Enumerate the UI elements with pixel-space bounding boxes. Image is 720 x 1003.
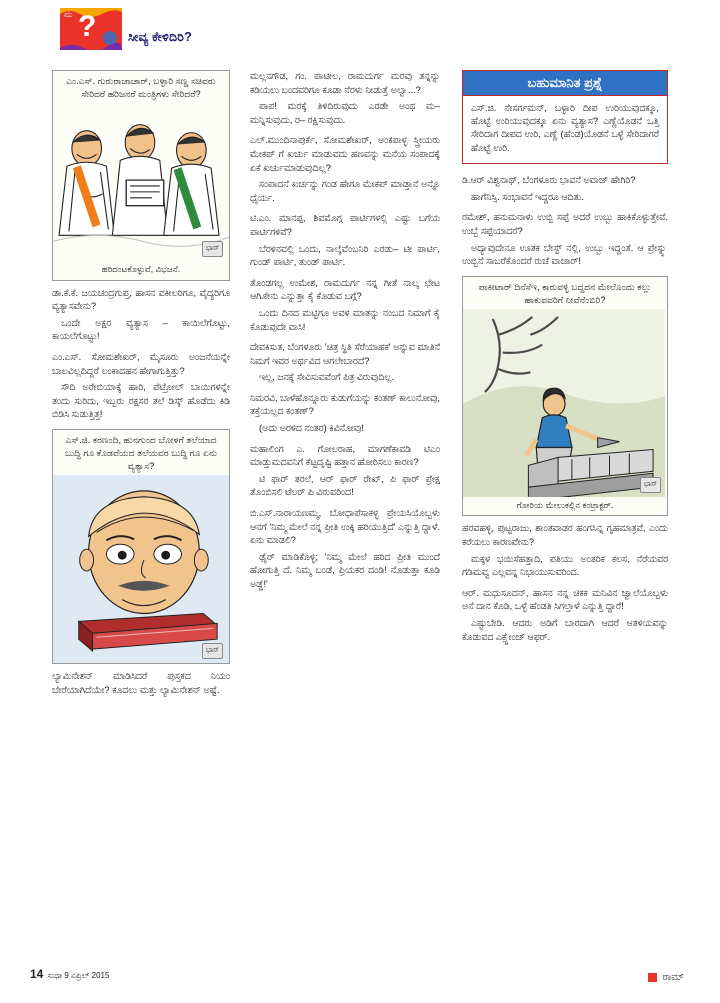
column-two xyxy=(250,70,440,599)
qa-answer: ಬೆರಳಿನವಲ್ಲಿ ಒಂದು, ನಾಲ್ಕೆವೆಂಬನಿರಿ ಎರಡು– ಟೀ ಪಾರ್ಟಿ, ಗುಂಡ್ ಪಾರ್ಟಿ, ತುಂಡ್ ಪಾರ್ಟಿ. xyxy=(250,243,440,268)
artist-signature: ಭಾಸ್ xyxy=(202,643,223,659)
cartoon-3-question: ಪಾಕೀಟಾರ್ ದಿನೆಸೆಇ, ಕಾರುವಳ್ಳಿ ಬದ್ದದನ ಮೇಲೊಂದು ಕಲ್ಲು ಹಾಕುವವರಿಗೆ ನೀವೆನೆಂಬಿರಿ? xyxy=(478,281,652,305)
artist-signature: ಭಾಸ್ xyxy=(640,477,661,493)
page-number: 14 xyxy=(30,967,44,981)
highlight-title: ಬಹುಮಾನಿತ ಪ್ರಶ್ನೆ xyxy=(463,71,667,96)
qa-answer: ಎಷ್ಟುಬೇಡಿ. ಆದರು ಅಡಿಗೆ ಬಾರದಾಗಿ ಆದರೆ ಆತಳಿಯವನ್ನು ಕೊಡುವದ ಎಕ್ಸ್ಚೇಂಜ್ ಆಫರ್. xyxy=(462,617,668,642)
qa-question: ಎಲ್.ಮುಂದಿನಾಪುರ್ಕೆ, ಸೋಮಶೇಖರ್, ಅಂಕಪಾಳ್ಳ ಸ್ತ್ರೀಯರು ಮೇಕಪ್ ಗೆ ಖರ್ಚು ಮಾಡುವದು ಹಣವನ್ನು ಮನೆಯ ಸಂಪಾದಕ್ಕೆ ಏಕೆ ಖರ್ಚುಮಾಡುವುದಿಲ್ಲ? xyxy=(250,135,440,173)
qa-answer: ಸೌದಿ ಅರೇಬಿಯಾಕ್ಕೆ ಹಾರಿ, ಪೆಟ್ರೋಲ್ ಬಾಯಿಗಳನ್ನೇ ತಂದು ಸುರಿದು, ಇಬ್ಬರು ರಕ್ಷಸರ ತಲೆ ಡಿಸ್ಕ್ ಹೊಡೆದು ಕಿಡಿ ಬಿಡಿಸಿ ಸುಡುತ್ತಿತ್ತ! xyxy=(52,382,230,420)
qa-answer: (ಅದು ಅರಳಿದ ನಂತರ) ಕಿವಿನೋವು! xyxy=(259,423,364,434)
qa-answer: ಸಂಪಾದನೆ ಖರ್ಚನ್ನು ಗಂಡ ಹೇಗೂ ಮೇಕಪ್ ಮಾಡ್ತಾನೆ ಅನ್ನೊ ಧೈರ್ಯ. xyxy=(250,179,440,203)
qa-answer: ಹಾಗೆನಿಸ್ಸಿ. ಸಂಭಾವನೆ ಇದ್ದರೂ ಆದಿತು. xyxy=(471,191,585,202)
cartoon-1-caption: ಹರಿದಂಟಕೊಳ್ಳುವೆ, ವಿಭಜನೆ. xyxy=(101,264,181,274)
footer xyxy=(30,967,109,981)
qa-question: ಎಂ.ಎಸ್. ಸೋಮಶೇಖರ್, ಮೈಸೂರು ಅಂಜನೆಯನ್ನೇ ಬಾಲವಿಲ್ಲದಿದ್ದರೆ ಲಂಕಾದಹನ ಹೇಗಾಗುತ್ತಿತ್ತು? xyxy=(52,351,230,376)
footer-credit-label: ರಾಮ್ xyxy=(662,972,684,983)
page-title: ಸೀವ್ಯ ಕೇಳಿದಿರಿ? xyxy=(128,30,192,44)
qa-answer: ಒಂದೇ ಅಕ್ಷರ ವ್ಯತ್ಯಾಸ – ಕಾಯಿಲೆಗೊಟ್ಟು, ಕಾಯಲೆಗೊಟ್ಟು! xyxy=(52,317,230,342)
footer-credit xyxy=(648,972,684,983)
cartoon-2-question: ಎಸ್.ಜಿ. ಕರಣಂದಿ, ಹುನಗುಂದ ಬೋಳಗೆ ತಲೆಯಾದ ಬುದ್ಧಿ ಗೂ ಕೊಡವೆಯದ ತಲೆಯವರ ಬುದ್ಧಿ ಗೂ ಏನು ವ್ಯತ್ಯಾಸ? xyxy=(64,434,218,471)
grave-mason-illustration xyxy=(463,309,665,497)
bald-man-book-illustration xyxy=(53,475,229,663)
cartoon-1-question: ಎಂ.ಎಸ್. ಗುರುರಾಜಾಚಾರ್, ಬಳ್ಳಾರಿ ಸಣ್ಣ ಸಚಿವರು ಸೇರಿದರೆ ಹರಿಜನರೆ ಮಂತ್ರಿಗಳು ಸೇರಿದರೆ? xyxy=(66,76,216,99)
qa-answer: ಇಲ್ಲ, ಜನಕ್ಕೆ ಸೇವಿಸುವವೆಂಗೆ ಪಿತ್ರ ವಿರುವುದಿಲ್ಲ. xyxy=(259,372,395,383)
qa-answer: ಒಂದು ದಿನದ ಮಟ್ಟಿಗೂ ಅವಳ ಮಾತನ್ನು ನಂಬದ ನಿಮಾಗೆ ಕೈ ಕೊಡುವುದೇ ವಾಸಿ! xyxy=(250,307,440,332)
cartoon-2-art xyxy=(53,475,229,663)
politicians-illustration xyxy=(53,103,229,261)
logo-question-glyph: ? xyxy=(78,10,97,43)
qa-question: ತೊಂಡಗಲ್ಲ ಉಮೇಶ, ರಾಮದುರ್ಗ ನನ್ನ ಗೀತೆ ನಾಲ್ಕ ಛೇಟ ಆಗಿೂೇನು ಎನ್ನುತ್ತಾ ಕೈ ಕೊಡುವ ಬಗ್ಗೆ? xyxy=(250,277,440,302)
qa-question: ಆರ್. ಮಧುಸೂದನ್, ಹಾಸನ ನನ್ನ ಚಿಕಕ ಮನಿವಿನ ಜ್ವಾಲೆಯೊಬ್ಬಳು ಅನೆ ದಾನ ಕೊಡಿ, ಒಳ್ಳೆ ಹೆಂಡತಿ ಸಿಗಲ್ತಾಳೆ ಎನ್ನುತ್ತಿ ದ್ದಾರೆ! xyxy=(462,587,668,612)
red-square-icon xyxy=(648,973,657,982)
cartoon-panel-2 xyxy=(52,429,230,664)
cartoon-2-caption: ಲ್ಯಾಮಿನೇಶನ್ ಮಾಡಿಸಿದರೆ ಪುಸ್ತಕದ ನಿಯಂ ಬೇರೆಯಾಗಿದೆಯೇ? ಕೂದಲು ಮತ್ತು ಲ್ಯಾಮಿನೇಶನ್ ಅಷ್ಟೆ. xyxy=(52,670,230,695)
column-three xyxy=(462,70,668,651)
cartoon-3-caption: ಗೋರಿಯ ಮೇಲುಕಲ್ಲಿನ ಕಂಟ್ರಾಕ್ಟರ್. xyxy=(516,499,614,510)
logo-small-glyph: ಮ xyxy=(64,9,73,19)
cartoon-1-art xyxy=(53,103,229,261)
qa-question: ದೇವಕಿಸುತ, ಬೆಂಗಳೂರು 'ಚಿತ್ರ ಸ್ಥಿತಿ ಸೆರೆಯಾಹಕ' ಅನ್ನುವ ಮಾತಿನೆ ನಿಮಗೆ ಇವರ ಅರ್ಥವಿದ ಆಗಲೇಬಾರದೆ? xyxy=(250,342,440,366)
issue-date: ಸುಧಾ 9 ಎಪ್ರಿಲ್ 2015 xyxy=(47,971,110,980)
qa-question: ರಮೇಶ್, ಹನುಮನಾಳು ಉಬ್ಬಿ ಸಪ್ಪೆ ಅದರೆ ಉಬ್ಬು ಹಾಕಿಕೊಳ್ಳುತ್ತೇವೆ. ಉಬ್ಬೆ ಸಪ್ಪೆಯಾದರೆ? xyxy=(462,212,668,236)
masthead xyxy=(60,8,320,56)
qa-question: ಹರವಹಳ್ಳಿ, ಪುಟ್ಟರಾಜು, ಶಾಂತವಾಡರ ಹಂಗಸಿನ್ನ ಗೃಹಮಾತ್ರವೆ, ಎಂದು ಕರೆಯಲು ಕಾರಣವೇನು? xyxy=(462,523,668,547)
qa-question: ಡಾ.ಕೆ.ಕೆ. ಜಯಚಂದ್ರಗುಪ್ತ, ಹಾಸನ ವಕೀಲರಿಗೂ, ವೈದ್ಯರಿಗೂ ವ್ಯತ್ಯಾಸವೇನು? xyxy=(52,287,230,312)
qa-question: ಮಹಾಲಿಂಗ ಎ. ಗೋಲರಾಹ, ಮಾಗಣೆಕಾವಡಿ ಟಿಎಂ ಮಾಡ್ತುಮದವನಿಗೆ ಕೆಟ್ಟದೃಷ್ಟಿ ಹತ್ತಾನ ಹೋರಿಸಲು ಕಾರಣ? xyxy=(250,443,440,468)
qa-answer: ಟಿ ಫಾರ್ ತರಲೆ, ಆರ್ ಫಾರ್ ರೇಖ್, ಪಿ ಫಾರ್ ಪ್ರೇಕ್ಷ ತೊಂಬಿಸಲಿ ಟೆಲರ್ ಪಿ ವಿರುವರಿಂದ! xyxy=(250,473,440,498)
qa-answer: ಢೈರ್ ಮಾಡಿಕೊಳ್ಳಿ; 'ನಿಮ್ಮ ಮೇಲೆ ಹರಿದ ಪ್ರೀತಿ ಮುಂದೆ ಹೋಗುತ್ತಿ ದೆ. ನಿಮ್ಮ ಬಂಡೆ, ಪ್ರಿಯಕರ ದಂಡಿ! ನೊಡುತ್ತಾ ಕೂಡಿ ಅಡ್ಡೆ!' xyxy=(250,551,440,589)
cartoon-panel-1 xyxy=(52,70,230,281)
cartoon-3-art xyxy=(463,309,667,497)
column-one xyxy=(52,70,230,704)
qa-answer: ಮಕ್ಕಳ ಭಯಿಸೆಹತ್ತಾದಿ, ಪತಿಯು ಅಂತರಿಕ ಕಲಸ, ನೆರೆಯವರ ಗಡಿಮವ್ವ ಎಲ್ಲವನ್ನ ನಿಭಾಯುಸುವರಿಂದ. xyxy=(462,553,668,578)
qa-answer: ಪಾಪ! ಮರಕ್ಕೆ ತಿಳಿದಿರುವುದು ಎರಡೇ ಅಂಥ ಮ– ಮನ್ನಿಸುವುದು, ರ– ರಕ್ಷಿಸುವುದು. xyxy=(250,101,440,125)
qa-question: ನಿಮರವಿ, ಬಾಳೆಹೊನ್ನೂರು ಕುಡುಗೆಯನ್ನು ಕಂತಣ್ ಕಾಲುನೋವು, ತಕ್ತೆಯಲ್ಲದ ಕಂತಣ್? xyxy=(250,392,440,417)
artist-signature: ಭಾಸ್ xyxy=(202,241,223,257)
magazine-logo xyxy=(60,8,122,50)
highlight-body: ಎಸ್.ಜಿ. ನೇಸರ್ಗಮನ್, ಬಳ್ಳಾರಿ ದೀಪ ಉರಿಯುವುದಕ್ಕೂ, ಹೊಟ್ಟೆ ಉರಿಯುವುದಕ್ಕೂ ಏನು ವ್ಯತ್ಯಾಸ? ಎಣ್ಣೆಯೊಡನೆ ಒತ್ತಿ ಸೇರಿದಾಗ ದೀಪದ ಉರಿ, ಎಣ್ಣೆ (ಹೆಂಡ)ಯೊಡನೆ ಒಳ್ಳೆ ಸೇರಿದಾಗರೆ ಹೊಟ್ಟೆ ಉರಿ. xyxy=(471,102,659,153)
qa-answer: ಅದ್ಯಾವುದೇನೂ ಊತಕ ಬೇಸ್ಟ್ ನಲ್ಲಿ, ಉಬ್ಬು ಇದ್ದಂತೆ. ಆ ಪ್ರೇಸ್ನ್ಸು ಉಬ್ಬಿನೆ ಸಾಬರೆಕೊಂದರೆ ರುಚೆ ವಾಜಾರ್! xyxy=(462,242,668,267)
qa-question: ಮಲ್ಲನಗೌಡ, ಗಂ. ಪಾಟೀಲ, ರಾಮದುರ್ಗ ಮರವು ತನ್ನನ್ನು ಕಡಿಯಲು ಬಂದವರಿಗೂ ಕೂಡಾ ನೆರಳು ನೀಡುತ್ತೆ ಅಲ್ವಾ...? xyxy=(250,71,440,95)
qa-question: ಬಿ.ಎಸ್.ನಾರಾಯಣಮ್ಮ, ಬೋಧಾಪೆಸಾಕಳ್ಳ ಪ್ರೇಯಸಿಯೊಬ್ಬಳು ಆನಗೆ 'ನಿಮ್ಮ ಮೇಲೆ ನನ್ನ ಪ್ರೀತಿ ಉಕ್ಕಿ ಹರಿಯುತ್ತಿದೆ' ಎನ್ನುತ್ತಿ ದ್ದಾಳೆ. ಏನು ಮಾಡಲಿ? xyxy=(250,508,440,546)
highlighted-question-box xyxy=(462,70,668,164)
qa-question: ಟಿ.ಎಂ. ಮಾನಪ್ಪ, ಶಿವಮೊಗ್ಗ ಪಾರ್ಟಿಗಳಲ್ಲಿ ಎಷ್ಟು ಬಗೆಯ ಪಾರ್ಟಿಗಳಿವೆ? xyxy=(250,213,440,237)
qa-question: ಡಿ.ಆರ್ ವಿಶ್ವನಾಥ್, ಬೆಂಗಳೂರು ಭಾವನೆ ಅವಾಜ್ ಹೇಗಿರಿ? xyxy=(462,175,636,186)
cartoon-panel-3 xyxy=(462,276,668,517)
